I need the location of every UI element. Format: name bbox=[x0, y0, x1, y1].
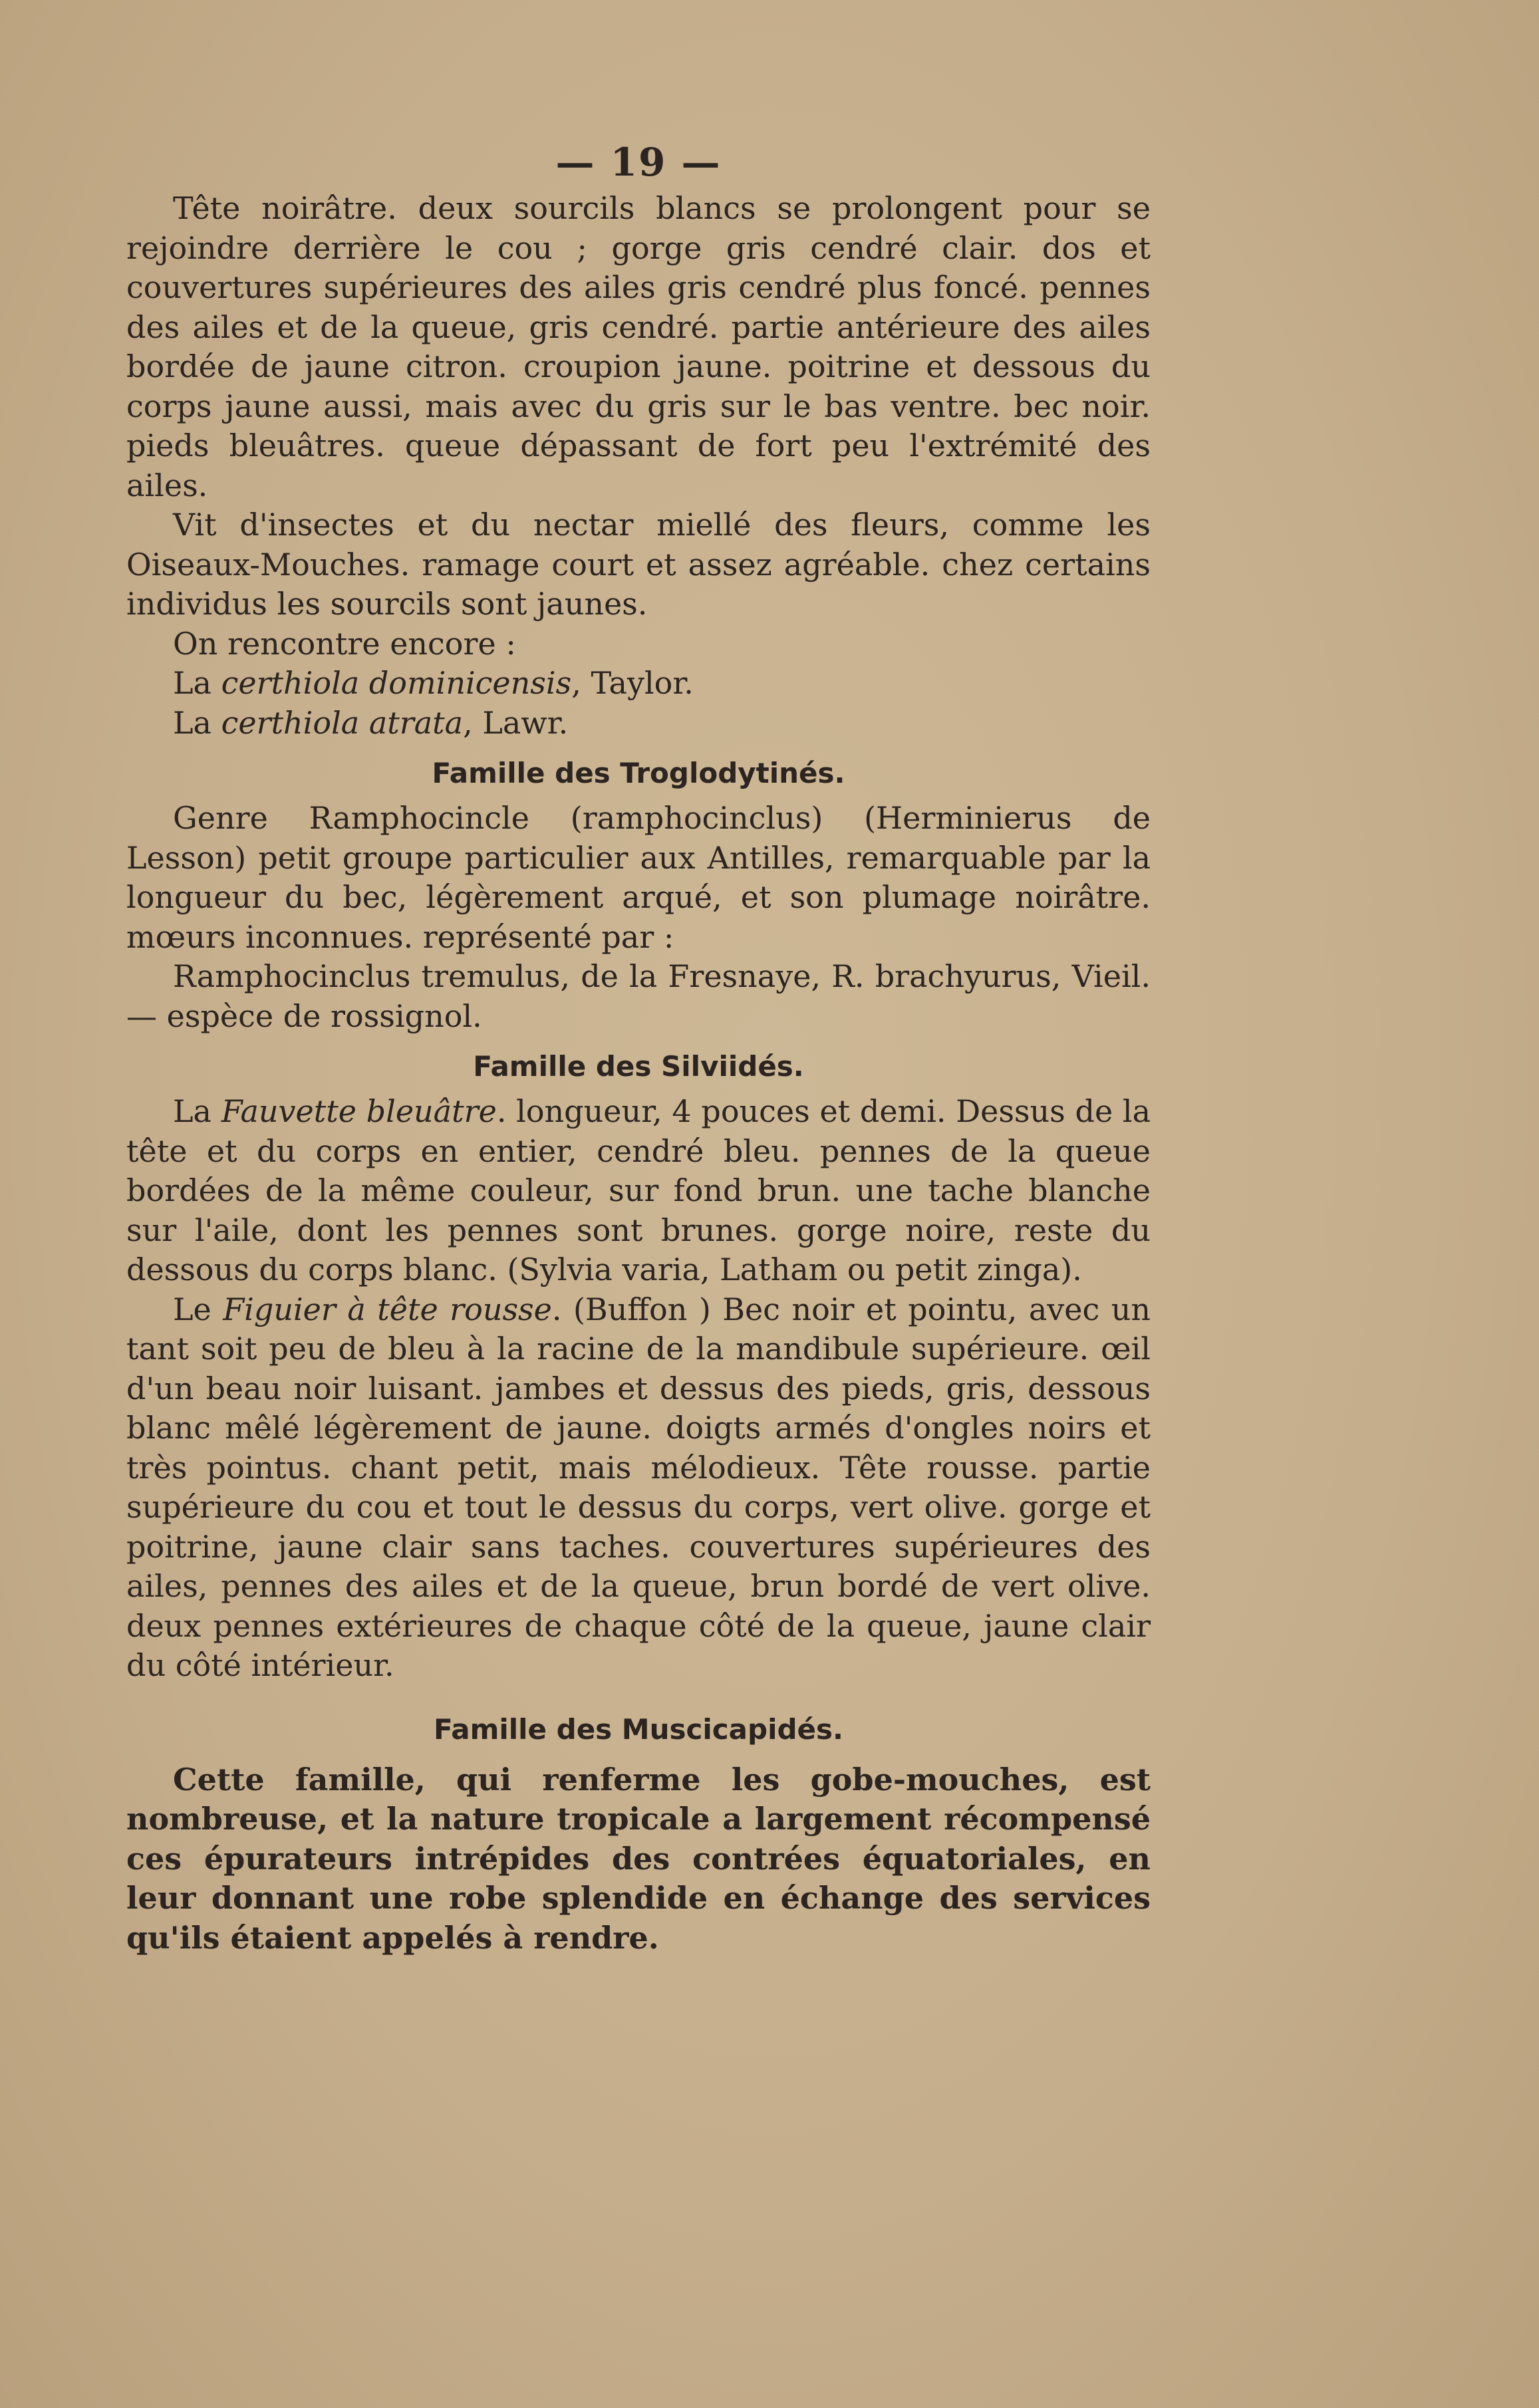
section-heading-muscicapides: Famille des Muscicapidés. bbox=[434, 1712, 843, 1746]
paragraph-ramphocinclus-species: Ramphocinclus tremulus, de la Fresnaye, R. brachyurus, Vieil. — espèce de rossignol. bbox=[126, 958, 1151, 1034]
section-heading-silviides: Famille des Silviidés. bbox=[473, 1050, 804, 1083]
page-text-block bbox=[126, 140, 1151, 1958]
species-line-dominicensis: La certhiola dominicensis, Taylor. bbox=[173, 665, 694, 701]
page-number: — 19 — bbox=[555, 140, 722, 185]
paragraph-muscicapides: Cette famille, qui renferme les gobe-mouches, est nombreuse, et la nature tropicale a largement récompensé ces épurateurs intrépides des contrées équatoriales, en leur donnant une robe splendide en échange des services qu'ils étaient appelés à rendre. bbox=[126, 1761, 1151, 1956]
paragraph-habits: Vit d'insectes et du nectar miellé des fleurs, comme les Oiseaux-Mouches. ramage court et assez agréable. chez certains individus les sourcils sont jaunes. bbox=[126, 507, 1151, 622]
paragraph-ramphocincle: Genre Ramphocincle (ramphocinclus) (Herminierus de Lesson) petit groupe particulier aux Antilles, remarquable par la longueur du bec, légèrement arqué, et son plumage noirâtre. mœurs inconnues. représenté par : bbox=[126, 800, 1151, 955]
paragraph-also-found: On rencontre encore : bbox=[173, 625, 516, 662]
paragraph-description: Tête noirâtre. deux sourcils blancs se prolongent pour se rejoindre derrière le cou ; gorge gris cendré clair. dos et couvertures supérieures des ailes gris cendré plus foncé. pennes des ailes et de la queue, gris cendré. partie antérieure des ailes bordée de jaune citron. croupion jaune. poitrine et dessous du corps jaune aussi, mais avec du gris sur le bas ventre. bec noir. pieds bleuâtres. queue dépassant de fort peu l'extrémité des ailes. bbox=[126, 190, 1151, 503]
paragraph-fauvette: La Fauvette bleuâtre. longueur, 4 pouces et demi. Dessus de la tête et du corps en entier, cendré bleu. pennes de la queue bordées de la même couleur, sur fond brun. une tache blanche sur l'aile, dont les pennes sont brunes. gorge noire, reste du dessous du corps blanc. (Sylvia varia, Latham ou petit zinga). bbox=[126, 1093, 1151, 1287]
species-line-atrata: La certhiola atrata, Lawr. bbox=[173, 704, 569, 741]
paragraph-figuier: Le Figuier à tête rousse. (Buffon ) Bec noir et pointu, avec un tant soit peu de bleu à la racine de la mandibule supérieure. œil d'un beau noir luisant. jambes et dessus des pieds, gris, dessous blanc mêlé légèrement de jaune. doigts armés d'ongles noirs et très pointus. chant petit, mais mélodieux. Tête rousse. partie supérieure du cou et tout le dessus du corps, vert olive. gorge et poitrine, jaune clair sans taches. couvertures supérieures des ailes, pennes des ailes et de la queue, brun bordé de vert olive. deux pennes extérieures de chaque côté de la queue, jaune clair du côté intérieur. bbox=[126, 1291, 1151, 1683]
section-heading-troglodytines: Famille des Troglodytinés. bbox=[432, 757, 845, 789]
